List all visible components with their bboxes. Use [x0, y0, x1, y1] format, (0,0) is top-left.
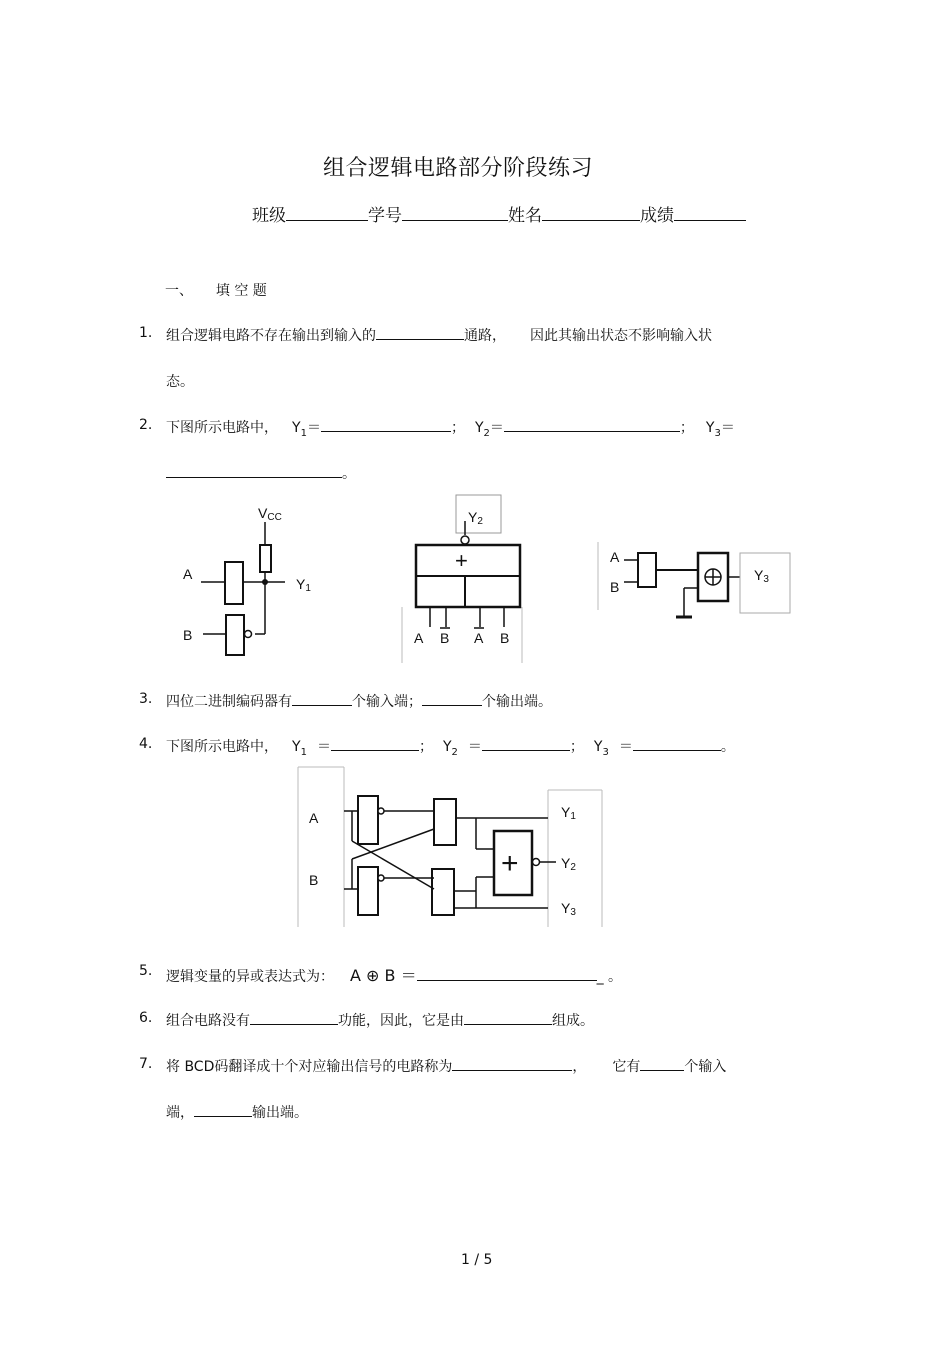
fig4-inverter-a	[358, 796, 378, 844]
fig1-y1-label: Y1	[296, 576, 311, 594]
q5-expression: A ⊕ B ＝	[350, 966, 417, 985]
q1-text-b: 通路，	[464, 328, 506, 344]
q7-number: 7.	[139, 1056, 153, 1072]
fig3-a-label: A	[610, 549, 620, 565]
q4-y2-blank[interactable]	[482, 736, 570, 751]
fig1-inverter-bubble	[245, 631, 252, 638]
fig1-resistor	[260, 545, 271, 572]
fig1-vcc-label: VCC	[258, 505, 282, 523]
fig2-input-bbar1: B	[440, 630, 450, 646]
fig4-a-label: A	[309, 810, 319, 826]
student-id-blank[interactable]	[402, 206, 508, 221]
q5-blank[interactable]	[417, 966, 597, 981]
q7-input-blank[interactable]	[640, 1056, 684, 1071]
fig4-inverter-b	[358, 867, 378, 915]
figure-1-circuit	[175, 500, 335, 670]
fig4-y1-label: Y1	[561, 804, 576, 822]
fig2-or-symbol: +	[455, 548, 468, 573]
q1-line1	[166, 325, 712, 345]
q5-number: 5.	[139, 963, 153, 979]
fig2-output-bubble	[461, 536, 469, 544]
q2-y1-blank[interactable]	[321, 417, 451, 432]
q4-y3-blank[interactable]	[633, 736, 721, 751]
q4-y1-blank[interactable]	[331, 736, 419, 751]
class-blank[interactable]	[286, 206, 368, 221]
score-label: 成绩	[640, 206, 674, 226]
q6-line: 组合电路没有 功能，因此，它是由 组成。	[166, 1010, 594, 1030]
q2-y2-blank[interactable]	[504, 417, 680, 432]
fig2-input-a1: A	[414, 630, 424, 646]
fig1-gate-top	[225, 562, 243, 604]
fig4-and-gate-top	[434, 799, 456, 845]
fig4-or-symbol: +	[501, 847, 519, 880]
page-number: 1 / 5	[461, 1252, 493, 1268]
q3-line: 四位二进制编码器有 个输入端； 个输出端。	[166, 691, 552, 711]
class-label: 班级	[252, 206, 286, 226]
page-title: 组合逻辑电路部分阶段练习	[323, 156, 594, 181]
q7-line1: 将 BCD码翻译成十个对应输出信号的电路称为 ， 它有 个输入	[166, 1056, 726, 1076]
figure-3-circuit	[592, 540, 797, 625]
q4-line: 下图所示电路中， $Y_1$ ＝ ； $Y_2$ ＝ ； $Y_3$ ＝ 。	[166, 736, 735, 758]
student-info-line	[252, 201, 746, 226]
q3-number: 3.	[139, 691, 153, 707]
score-blank[interactable]	[674, 206, 746, 221]
fig1-gate-bottom	[226, 615, 244, 655]
fig4-b-label: B	[309, 872, 319, 888]
name-label: 姓名	[508, 206, 542, 226]
q7-line2: 端， 输出端。	[166, 1102, 308, 1122]
q2-y3-blank[interactable]	[166, 463, 342, 478]
q4-number: 4.	[139, 736, 153, 752]
q3-output-blank[interactable]	[422, 691, 482, 706]
q5-line: 逻辑变量的异或表达式为： A ⊕ B ＝ _ 。	[166, 966, 623, 985]
q7-name-blank[interactable]	[452, 1056, 572, 1071]
fig2-y2-label: Y2	[468, 509, 483, 527]
fig4-y2-label: Y2	[561, 855, 576, 873]
q1-number: 1.	[139, 325, 153, 341]
q3-input-blank[interactable]	[292, 691, 352, 706]
section-heading	[165, 280, 267, 300]
q6-number: 6.	[139, 1010, 153, 1026]
fig4-and-gate-bottom	[432, 869, 454, 915]
section-number: 一、	[165, 283, 193, 299]
student-id-label: 学号	[368, 206, 402, 226]
fig4-y3-label: Y3	[561, 900, 576, 918]
q2-text: 下图所示电路中，	[166, 420, 278, 436]
fig3-b-label: B	[610, 579, 620, 595]
q1-line2: 态。	[166, 374, 194, 390]
q6-function-blank[interactable]	[250, 1010, 338, 1025]
fig3-gate	[638, 553, 656, 587]
fig2-input-b2: B	[500, 630, 510, 646]
q2-line1: 下图所示电路中， $Y_1=$ ； $Y_2=$ ； $Y_3=$	[166, 417, 735, 439]
q7-output-blank[interactable]	[194, 1102, 252, 1117]
q1-blank[interactable]	[376, 325, 464, 340]
section-title: 填 空 题	[215, 283, 267, 299]
figure-2-circuit	[398, 493, 528, 665]
q6-component-blank[interactable]	[464, 1010, 552, 1025]
q2-line2: 。	[166, 463, 356, 483]
q2-number: 2.	[139, 417, 153, 433]
q1-text-a: 组合逻辑电路不存在输出到输入的	[166, 328, 376, 344]
fig2-input-abar2: A	[474, 630, 484, 646]
figure-4-circuit	[296, 765, 608, 930]
q1-text-c: 因此其输出状态不影响输入状	[530, 328, 712, 344]
fig1-a-label: A	[183, 566, 193, 582]
fig3-y3-label: Y3	[754, 567, 769, 585]
name-blank[interactable]	[542, 206, 640, 221]
fig1-b-label: B	[183, 627, 193, 643]
